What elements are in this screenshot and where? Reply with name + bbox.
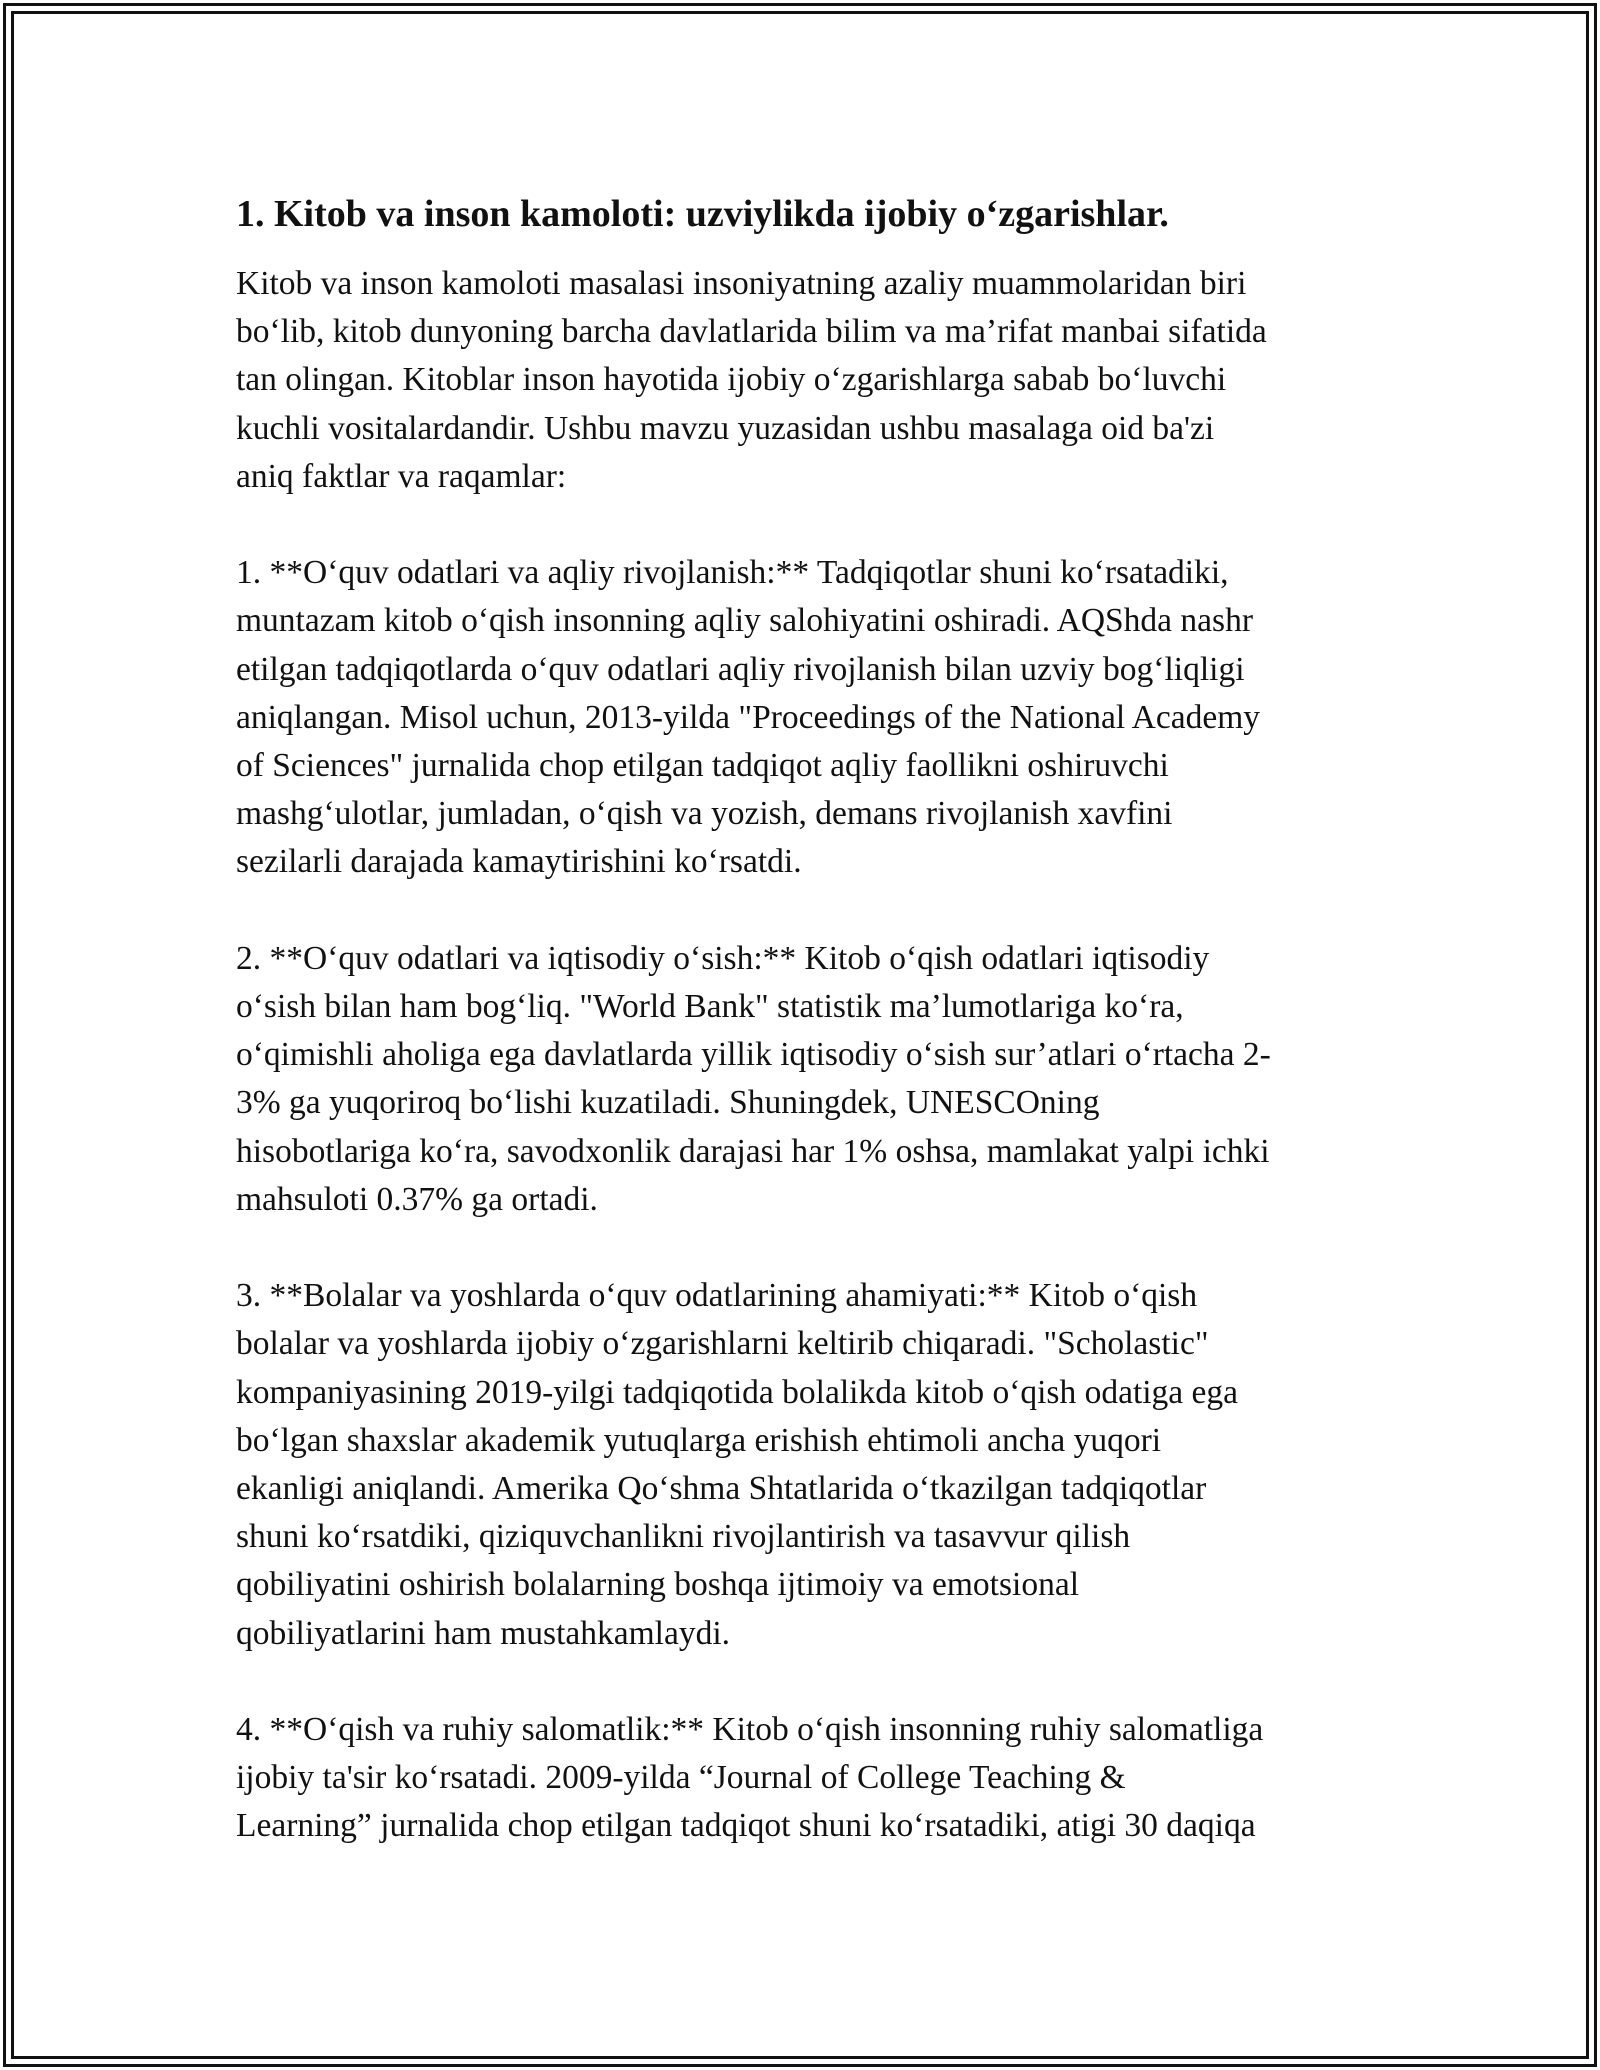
text-line: kuchli vositalardandir. Ushbu mavzu yuzasidan ushbu masalaga oid ba'zi <box>236 409 1215 447</box>
text-line: 3. **Bolalar va yoshlarda o‘quv odatlarining ahamiyati:** Kitob o‘qish <box>236 1277 1198 1315</box>
text-line: bolalar va yoshlarda ijobiy o‘zgarishlarni keltirib chiqaradi. "Scholastic" <box>236 1325 1209 1363</box>
text-line: kompaniyasining 2019-yilgi tadqiqotida bolalikda kitob o‘qish odatiga ega <box>236 1373 1239 1411</box>
text-line: shuni ko‘rsatdiki, qiziquvchanlikni rivojlantirish va tasavvur qilish <box>236 1518 1131 1556</box>
document-body <box>236 186 1378 1899</box>
text-line: Kitob va inson kamoloti masalasi insoniyatning azaliy muammolaridan biri <box>236 265 1247 302</box>
text-line: sezilarli darajada kamaytirishini ko‘rsatdi. <box>236 843 802 881</box>
text-line: o‘sish bilan ham bog‘liq. "World Bank" statistik ma’lumotlariga ko‘ra, <box>236 988 1184 1026</box>
paragraph-intro <box>236 260 1378 501</box>
text-line: ekanligi aniqlandi. Amerika Qo‘shma Shtatlarida o‘tkazilgan tadqiqotlar <box>236 1470 1207 1508</box>
text-line: 3% ga yuqoriroq bo‘lishi kuzatiladi. Shuningdek, UNESCOning <box>236 1084 1100 1122</box>
paragraph-item-3 <box>236 1272 1378 1658</box>
text-line: bo‘lgan shaxslar akademik yutuqlarga erishish ehtimoli ancha yuqori <box>236 1421 1162 1459</box>
text-line: mashg‘ulotlar, jumladan, o‘qish va yozish, demans rivojlanish xavfini <box>236 795 1173 833</box>
text-line: etilgan tadqiqotlarda o‘quv odatlari aqliy rivojlanish bilan uzviy bog‘liqligi <box>236 650 1245 688</box>
text-line: 4. **O‘qish va ruhiy salomatlik:** Kitob o‘qish insonning ruhiy salomatliga <box>236 1711 1264 1749</box>
text-line: 2. **O‘quv odatlari va iqtisodiy o‘sish:** Kitob o‘qish odatlari iqtisodiy <box>236 939 1210 977</box>
text-line: muntazam kitob o‘qish insonning aqliy salohiyatini oshiradi. AQShda nashr <box>236 602 1253 640</box>
text-line: ijobiy ta'sir ko‘rsatadi. 2009-yilda “Journal of College Teaching & <box>236 1759 1126 1797</box>
paragraph-item-4 <box>236 1706 1378 1851</box>
text-line: 1. **O‘quv odatlari va aqliy rivojlanish:** Tadqiqotlar shuni ko‘rsatadiki, <box>236 554 1229 592</box>
text-line: tan olingan. Kitoblar inson hayotida ijobiy o‘zgarishlarga sabab bo‘luvchi <box>236 361 1227 399</box>
text-line: o‘qimishli aholiga ega davlatlarda yillik iqtisodiy o‘sish sur’atlari o‘rtacha 2- <box>236 1036 1271 1074</box>
text-line: of Sciences" jurnalida chop etilgan tadqiqot aqliy faollikni oshiruvchi <box>236 747 1169 785</box>
text-line: aniq faktlar va raqamlar: <box>236 457 567 495</box>
text-line: hisobotlariga ko‘ra, savodxonlik darajasi har 1% oshsa, mamlakat yalpi ichki <box>236 1132 1270 1170</box>
paragraph-item-1 <box>236 549 1378 886</box>
document-title: 1. Kitob va inson kamoloti: uzviylikda ijobiy o‘zgarishlar. <box>236 193 1169 235</box>
paragraph-item-2 <box>236 935 1378 1224</box>
text-line: bo‘lib, kitob dunyoning barcha davlatlarida bilim va ma’rifat manbai sifatida <box>236 313 1267 351</box>
text-line: mahsuloti 0.37% ga ortadi. <box>236 1180 598 1218</box>
text-line: Learning” jurnalida chop etilgan tadqiqot shuni ko‘rsatadiki, atigi 30 daqiqa <box>236 1807 1256 1845</box>
text-line: aniqlangan. Misol uchun, 2013-yilda "Proceedings of the National Academy <box>236 698 1261 736</box>
text-line: qobiliyatini oshirish bolalarning boshqa ijtimoiy va emotsional <box>236 1566 1079 1604</box>
text-line: qobiliyatlarini ham mustahkamlaydi. <box>236 1614 731 1652</box>
